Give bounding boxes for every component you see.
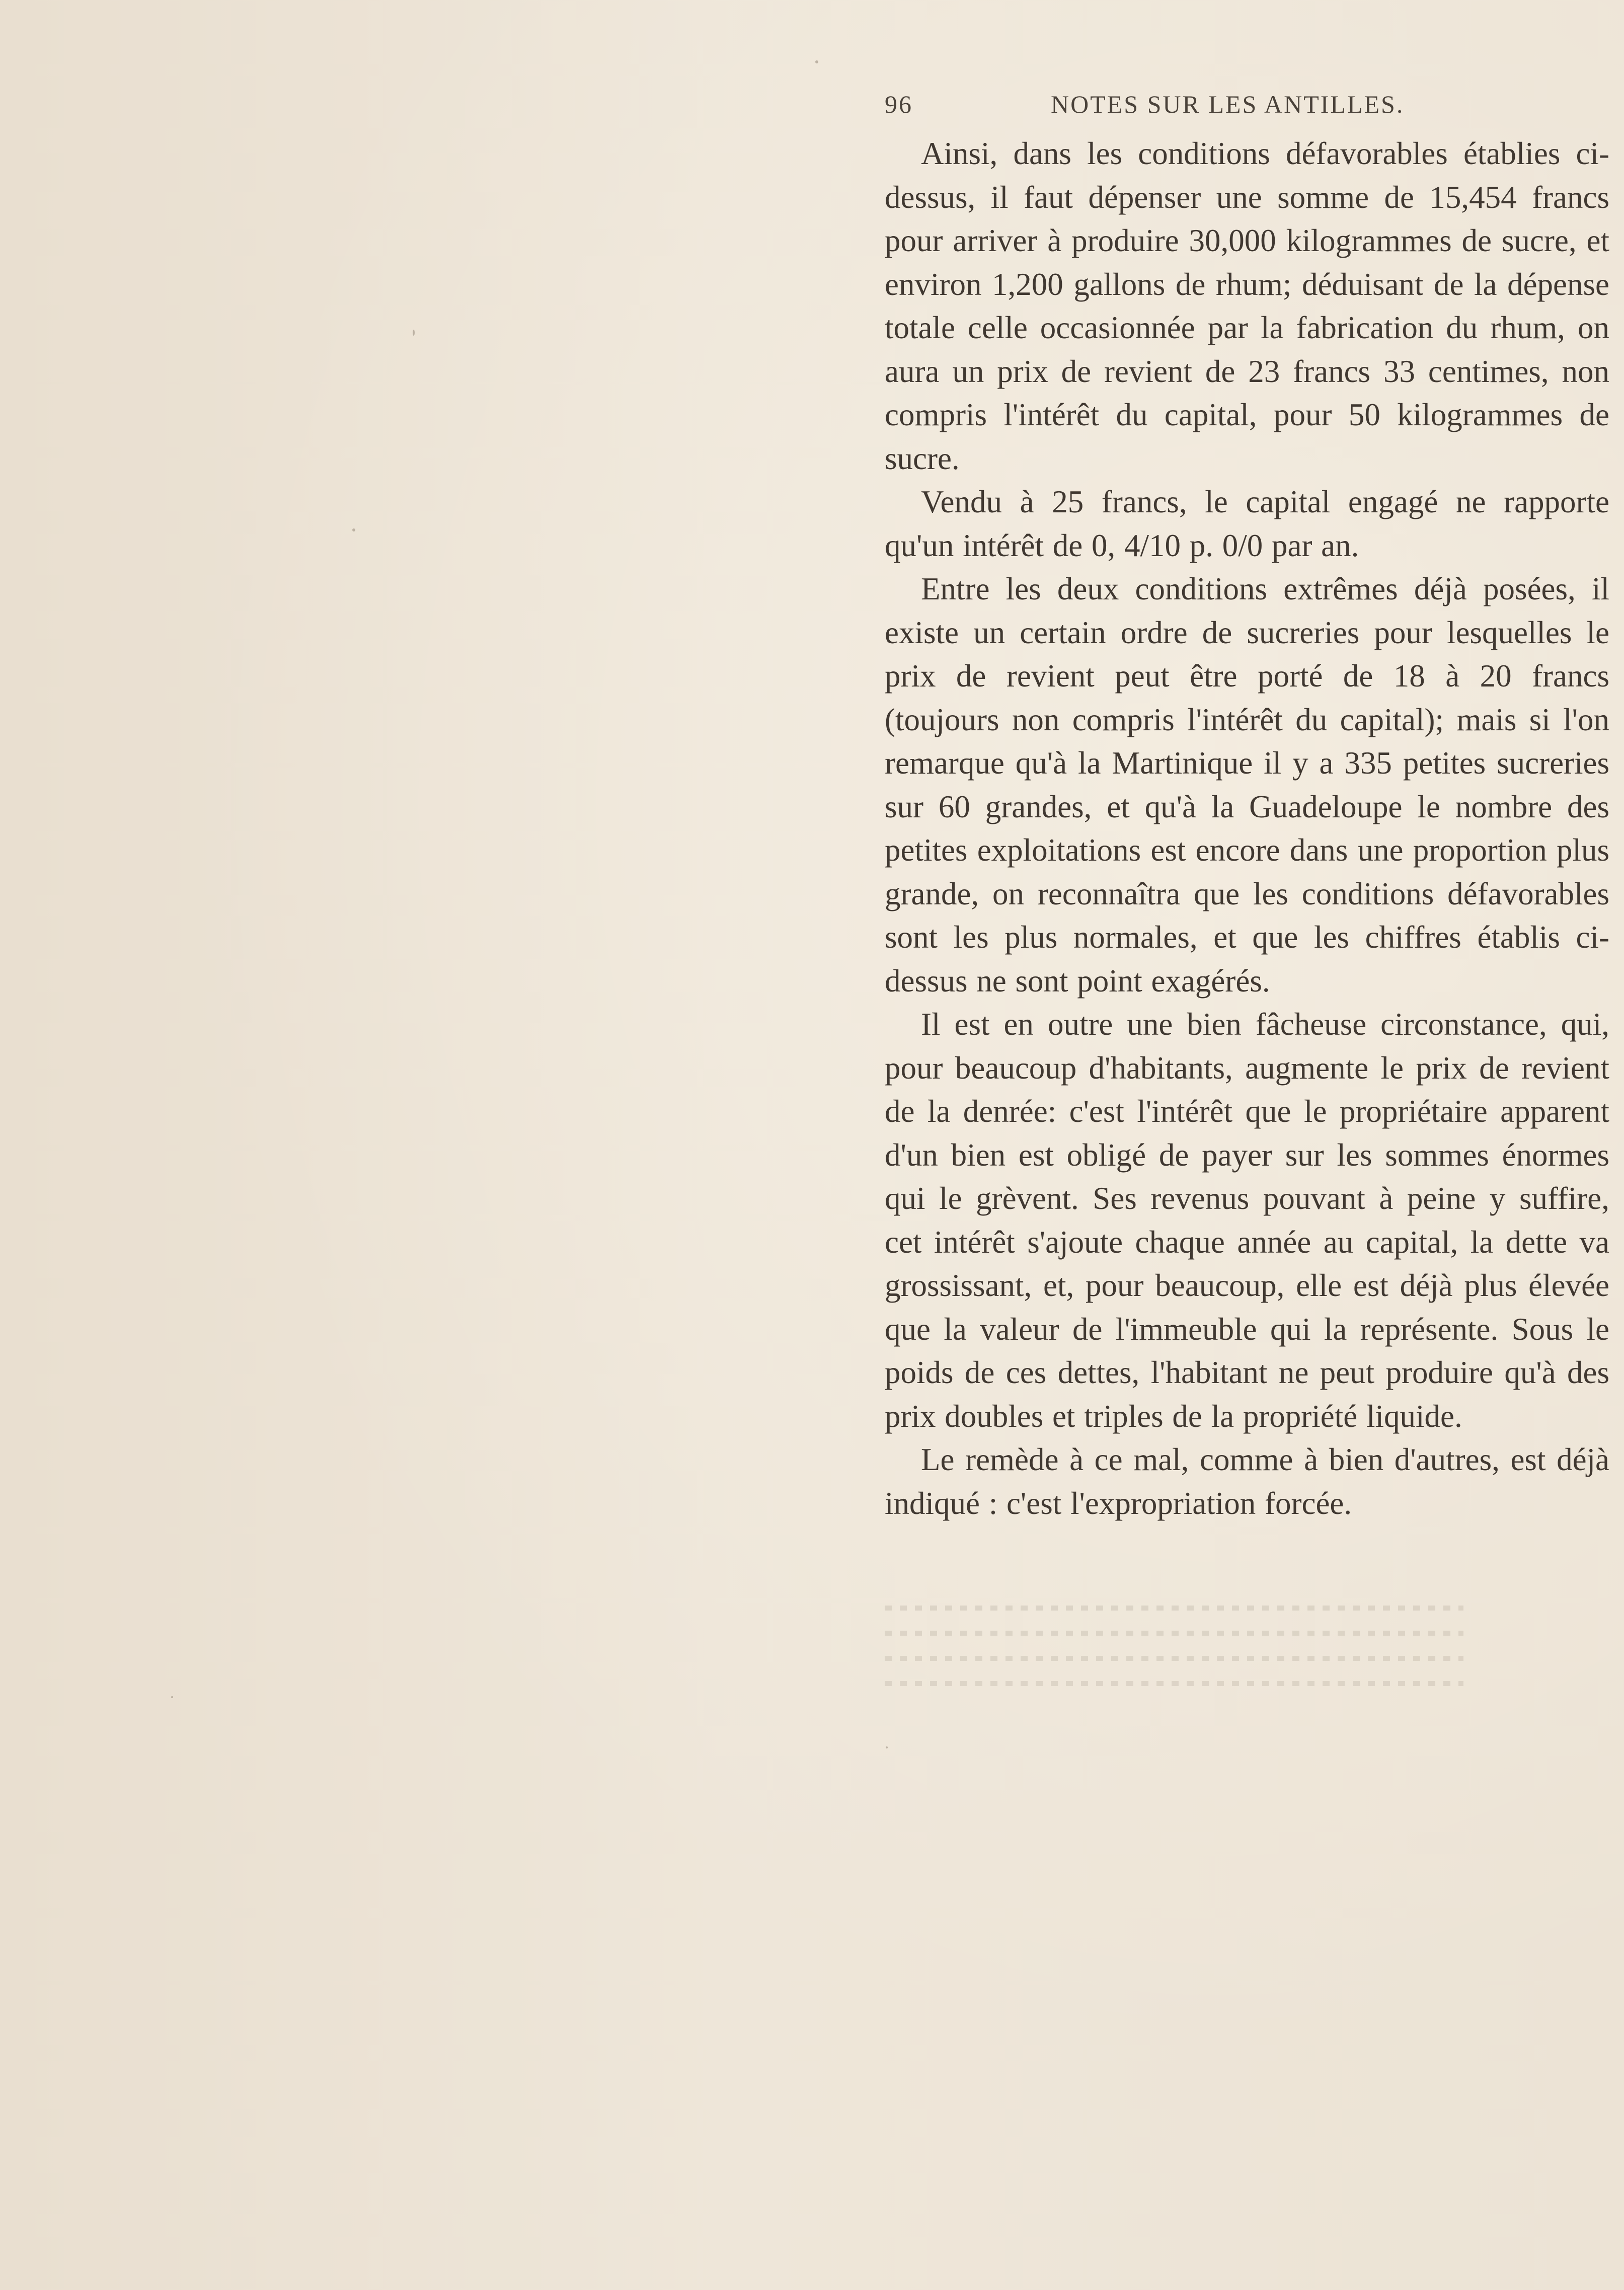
paper-fleck (815, 60, 818, 63)
paragraph-4: Il est en outre une bien fâcheuse circonstance, qui, pour beaucoup d'habitants, augmente le prix de revient de la denrée: c'est l'intérêt que le propriétaire apparent d'un bien est obligé de payer sur les sommes énormes qui le grèvent. Ses revenus pouvant à peine y suffire, cet intérêt s'ajoute chaque année au capital, la dette va grossissant, et, pour beaucoup, elle est déjà plus élevée que la valeur de l'immeuble qui la représente. Sous le poids de ces dettes, l'habitant ne peut produire qu'à des prix doubles et triples de la propriété liquide. (885, 1007, 1609, 1434)
paragraph-5: Le remède à ce mal, comme à bien d'autres, est déjà indiqué : c'est l'expropriation forcée. (885, 1442, 1609, 1521)
show-through-offset (885, 1585, 1463, 1736)
paragraph-3: Entre les deux conditions extrêmes déjà posées, il existe un certain ordre de sucreries pour lesquelles le prix de revient peut être porté de 18 à 20 francs (toujours non compris l'intérêt du capital); mais si l'on remarque qu'à la Martinique il y a 335 petites sucreries sur 60 grandes, et qu'à la Guadeloupe le nombre des petites exploitations est encore dans une proportion plus grande, on reconnaîtra que les conditions défavorables sont les plus normales, et que les chiffres établis ci-dessus ne sont point exagérés. (885, 571, 1609, 999)
paragraph-2: Vendu à 25 francs, le capital engagé ne rapporte qu'un intérêt de 0, 4/10 p. 0/0 par an. (885, 484, 1609, 563)
body-text (885, 132, 1609, 1525)
show-through-line (885, 1631, 1463, 1636)
paragraph-1: Ainsi, dans les conditions défavorables établies ci-dessus, il faut dépenser une somme de 15,454 francs pour arriver à produire 30,000 kilogrammes de sucre, et environ 1,200 gallons de rhum; déduisant de la dépense totale celle occasionnée par la fabrication du rhum, on aura un prix de revient de 23 francs 33 centimes, non compris l'intérêt du capital, pour 50 kilogrammes de sucre. (885, 136, 1609, 476)
show-through-line (885, 1606, 1463, 1611)
page-header (885, 90, 1463, 125)
paper-fleck (171, 1696, 173, 1698)
page-number: 96 (885, 90, 913, 118)
show-through-line (885, 1681, 1463, 1686)
running-title: NOTES SUR LES ANTILLES. (1051, 90, 1405, 118)
paper-fleck (413, 330, 415, 336)
paper-fleck (352, 528, 355, 531)
paper-fleck (886, 1746, 888, 1748)
show-through-line (885, 1656, 1463, 1661)
